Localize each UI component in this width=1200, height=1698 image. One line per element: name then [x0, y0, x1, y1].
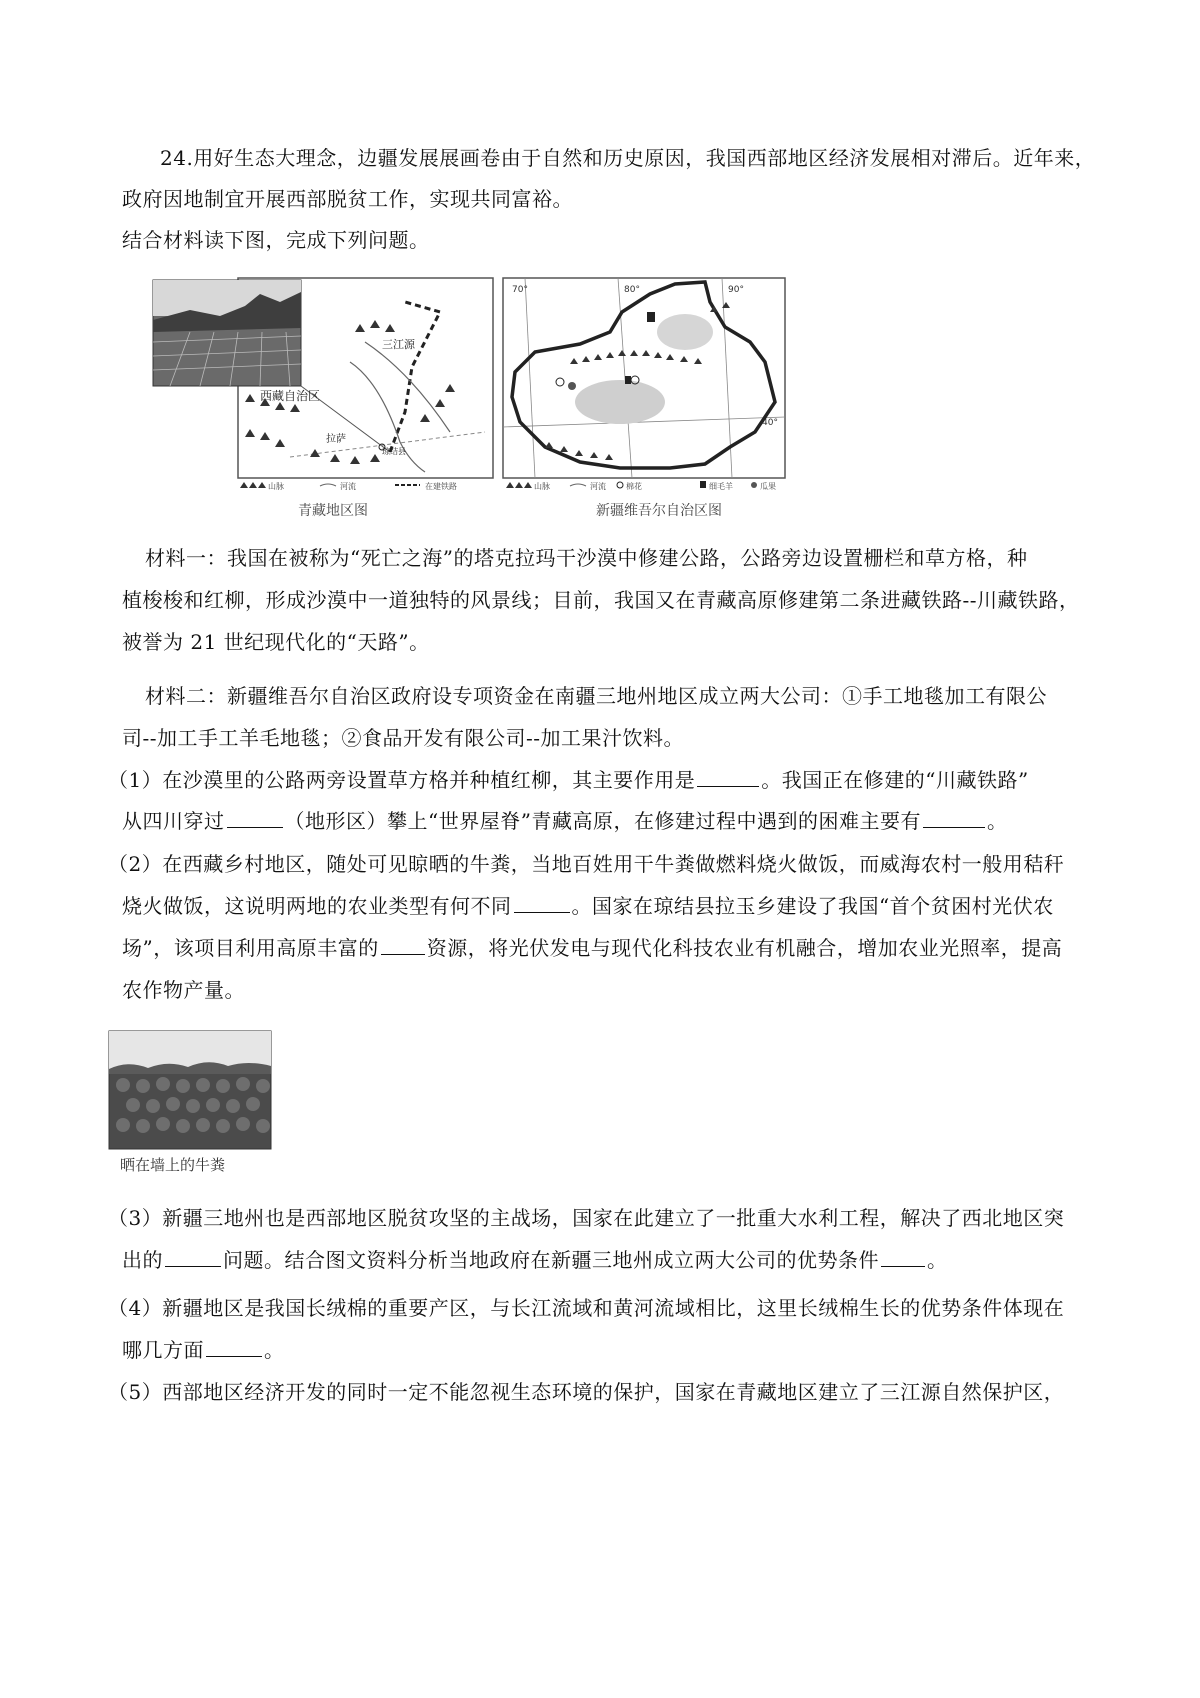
- q3-line-1: （3）新疆三地州也是西部地区脱贫攻坚的主战场，国家在此建立了一批重大水利工程，解决了西北地区突: [108, 1206, 1065, 1230]
- q3-blank-2[interactable]: [881, 1244, 925, 1267]
- question-line-1: 24.用好生态大理念，边疆发展展画卷由于自然和历史原因，我国西部地区经济发展相对滞后。近年来，: [160, 146, 1096, 170]
- q2-text-d: 场”，该项目利用高原丰富的: [122, 936, 379, 960]
- longitude-90: 90°: [728, 285, 744, 295]
- caption-tibet-map: 青藏地区图: [298, 503, 368, 519]
- legend-right-sheep: 细毛羊: [709, 482, 733, 491]
- q4-blank-1[interactable]: [206, 1334, 262, 1357]
- q3-line-2: [122, 1242, 1062, 1278]
- material1-line-1: 材料一：我国在被称为“死亡之海”的塔克拉玛干沙漠中修建公路，公路旁边设置栅栏和草方格，种: [145, 546, 1028, 570]
- q2-line-3: [122, 930, 1062, 966]
- q2-line-4: 农作物产量。: [122, 978, 245, 1002]
- q5-line-1: （5）西部地区经济开发的同时一定不能忽视生态环境的保护，国家在青藏地区建立了三江源自然保护区，: [108, 1380, 1065, 1404]
- map-label-lhasa: 拉萨: [326, 434, 346, 445]
- sheep-symbol-north: [647, 312, 655, 322]
- q1-blank-3[interactable]: [923, 805, 985, 828]
- q1-line-1: [108, 762, 1048, 798]
- legend-right-melon: 瓜果: [760, 482, 776, 491]
- q1-text-e: 。: [986, 809, 1008, 833]
- legend-left: [240, 481, 457, 491]
- figure-dung-photo: [108, 1030, 272, 1150]
- q2-blank-2[interactable]: [381, 932, 425, 955]
- legend-left-railway: 在建铁路: [425, 482, 457, 491]
- material2-line-2: 司--加工手工羊毛地毯；②食品开发有限公司--加工果汁饮料。: [122, 726, 685, 750]
- q3-text-c: 问题。结合图文资料分析当地政府在新疆三地州成立两大公司的优势条件: [223, 1248, 879, 1272]
- caption-dung-photo: 晒在墙上的牛粪: [120, 1156, 226, 1174]
- q2-text-b: 烧火做饭，这说明两地的农业类型有何不同: [122, 894, 512, 918]
- q4-text-b: 哪几方面: [122, 1338, 204, 1362]
- q3-text-b: 出的: [122, 1248, 163, 1272]
- q1-blank-1[interactable]: [697, 764, 759, 787]
- q1-blank-2[interactable]: [227, 805, 283, 828]
- material1-line-3: 被誉为 21 世纪现代化的“天路”。: [122, 630, 430, 654]
- latitude-40: 40°: [762, 418, 778, 428]
- legend-right: [506, 481, 776, 491]
- q4-line-2: [122, 1332, 1062, 1368]
- figure-maps: [150, 272, 790, 522]
- map-label-sanjiangyuan: 三江源: [382, 338, 415, 351]
- q2-line-2: [122, 888, 1062, 924]
- legend-right-mountain: 山脉: [534, 482, 550, 491]
- instruction: 结合材料读下图，完成下列问题。: [122, 228, 430, 252]
- junggar-desert: [657, 314, 713, 350]
- q4-text-c: 。: [264, 1338, 285, 1362]
- map-label-qiongjie: 琼结县: [382, 447, 406, 456]
- q1-text-c: 从四川穿过: [122, 809, 225, 833]
- material2-line-1: 材料二：新疆维吾尔自治区政府设专项资金在南疆三地州地区成立两大公司：①手工地毯加工有限公: [145, 684, 1047, 708]
- q3-text-d: 。: [927, 1248, 948, 1272]
- taklimakan-desert: [575, 380, 665, 424]
- q1-text-a: （1）在沙漠里的公路两旁设置草方格并种植红柳，其主要作用是: [108, 768, 696, 792]
- material1-line-2: 植梭梭和红柳，形成沙漠中一道独特的风景线；目前，我国又在青藏高原修建第二条进藏铁路--川藏铁路，: [122, 588, 1080, 612]
- longitude-70: 70°: [512, 285, 528, 295]
- longitude-80: 80°: [624, 285, 640, 295]
- legend-right-cotton: 棉花: [626, 482, 642, 491]
- q1-text-b: 。我国正在修建的“川藏铁路”: [761, 768, 1029, 792]
- legend-right-river: 河流: [590, 482, 606, 491]
- q4-line-1: （4）新疆地区是我国长绒棉的重要产区，与长江流域和黄河流域相比，这里长绒棉生长的优势条件体现在: [108, 1296, 1065, 1320]
- q2-line-1: （2）在西藏乡村地区，随处可见晾晒的牛粪，当地百姓用干牛粪做燃料烧火做饭，而威海农村一般用秸秆: [108, 852, 1065, 876]
- sheep-symbol-center: [625, 376, 631, 384]
- dung-photo-svg: [108, 1030, 272, 1150]
- legend-left-river: 河流: [340, 482, 356, 491]
- q2-text-e: 资源，将光伏发电与现代化科技农业有机融合，增加农业光照率，提高: [426, 936, 1063, 960]
- map-label-tibet: 西藏自治区: [260, 389, 321, 403]
- legend-left-mountain: 山脉: [268, 482, 284, 491]
- q3-blank-1[interactable]: [165, 1244, 221, 1267]
- q2-blank-1[interactable]: [514, 890, 570, 913]
- q2-text-c: 。国家在琼结县拉玉乡建设了我国“首个贫困村光伏农: [571, 894, 1054, 918]
- caption-xinjiang-map: 新疆维吾尔自治区图: [596, 503, 722, 519]
- question-line-2: 政府因地制宜开展西部脱贫工作，实现共同富裕。: [122, 187, 573, 211]
- melon-symbol-west: [568, 382, 576, 390]
- q1-text-d: （地形区）攀上“世界屋脊”青藏高原，在修建过程中遇到的困难主要有: [284, 809, 921, 833]
- maps-svg: [150, 272, 790, 522]
- q1-line-2: [122, 803, 1062, 839]
